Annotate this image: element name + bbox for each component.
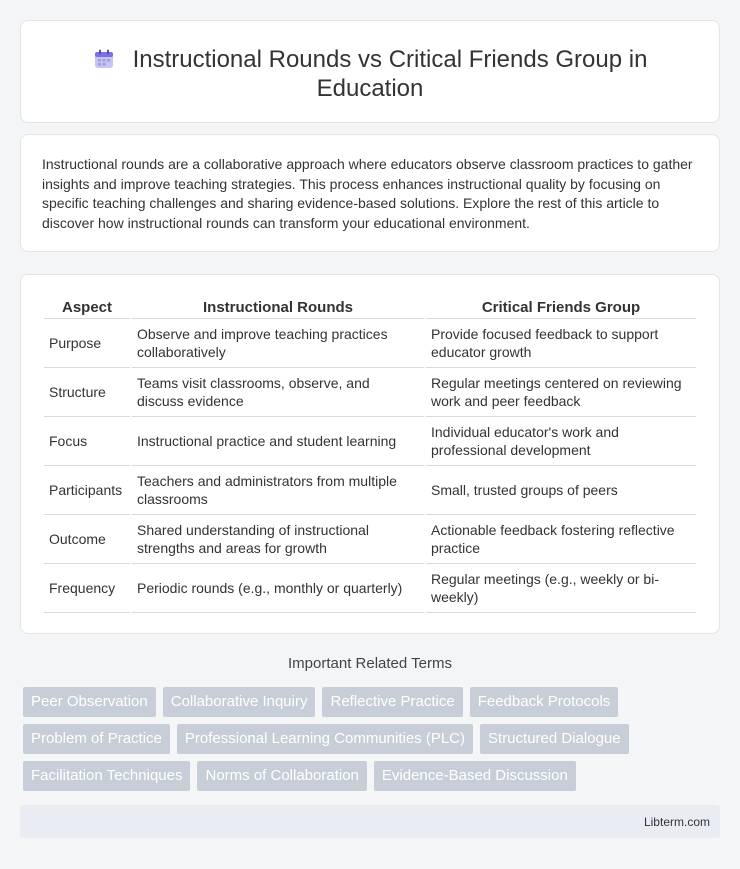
row-aspect: Outcome xyxy=(44,515,130,564)
table-header-row xyxy=(44,297,696,319)
row-instructional-rounds: Instructional practice and student learning xyxy=(132,417,424,466)
table-row xyxy=(44,368,696,417)
footer-site-name[interactable]: Libterm.com xyxy=(643,815,710,829)
term-tag[interactable]: Problem of Practice xyxy=(23,724,170,754)
comparison-table xyxy=(42,297,698,613)
related-terms-heading: Important Related Terms xyxy=(288,655,452,672)
row-instructional-rounds: Shared understanding of instructional strengths and areas for growth xyxy=(132,515,424,564)
term-tag[interactable]: Structured Dialogue xyxy=(480,724,629,754)
comparison-card xyxy=(20,274,720,634)
row-instructional-rounds: Teachers and administrators from multiple classrooms xyxy=(132,466,424,515)
row-critical-friends-group: Small, trusted groups of peers xyxy=(426,466,696,515)
intro-paragraph: Instructional rounds are a collaborative approach where educators observe classroom practices to gather insights and improve teaching strategies. This process enhances instructional quality by focusing on specific teaching challenges and sharing evidence-based solutions. Explore the rest of this article to discover how instructional rounds can transform your educational environment. xyxy=(42,156,693,231)
row-aspect: Structure xyxy=(44,368,130,417)
row-critical-friends-group: Regular meetings centered on reviewing work and peer feedback xyxy=(426,368,696,417)
title-card xyxy=(20,20,720,123)
term-tag[interactable]: Professional Learning Communities (PLC) xyxy=(177,724,473,754)
footer xyxy=(20,805,720,838)
row-aspect: Participants xyxy=(44,466,130,515)
row-instructional-rounds: Teams visit classrooms, observe, and discuss evidence xyxy=(132,368,424,417)
table-row xyxy=(44,515,696,564)
intro-card xyxy=(20,134,720,252)
page-title-wrap xyxy=(21,45,719,103)
term-row xyxy=(23,724,723,754)
term-tag[interactable]: Reflective Practice xyxy=(322,687,462,717)
table-row xyxy=(44,466,696,515)
header-aspect: Aspect xyxy=(44,297,130,319)
row-critical-friends-group: Actionable feedback fostering reflective practice xyxy=(426,515,696,564)
row-critical-friends-group: Provide focused feedback to support educator growth xyxy=(426,319,696,368)
header-instructional-rounds: Instructional Rounds xyxy=(132,297,424,319)
table-row xyxy=(44,417,696,466)
row-critical-friends-group: Regular meetings (e.g., weekly or bi-weekly) xyxy=(426,564,696,613)
term-row xyxy=(23,687,723,717)
term-tag[interactable]: Peer Observation xyxy=(23,687,156,717)
term-tag[interactable]: Facilitation Techniques xyxy=(23,761,190,791)
term-tag[interactable]: Collaborative Inquiry xyxy=(163,687,316,717)
term-tag[interactable]: Norms of Collaboration xyxy=(197,761,366,791)
row-aspect: Frequency xyxy=(44,564,130,613)
row-aspect: Focus xyxy=(44,417,130,466)
table-row xyxy=(44,564,696,613)
page-title: Instructional Rounds vs Critical Friends Group in Education xyxy=(132,46,648,102)
calendar-icon xyxy=(93,48,115,70)
row-aspect: Purpose xyxy=(44,319,130,368)
table-row xyxy=(44,319,696,368)
related-terms xyxy=(23,687,723,798)
term-tag[interactable]: Feedback Protocols xyxy=(470,687,619,717)
term-tag[interactable]: Evidence-Based Discussion xyxy=(374,761,576,791)
term-row xyxy=(23,761,723,791)
header-critical-friends-group: Critical Friends Group xyxy=(426,297,696,319)
row-critical-friends-group: Individual educator's work and professional development xyxy=(426,417,696,466)
row-instructional-rounds: Observe and improve teaching practices collaboratively xyxy=(132,319,424,368)
row-instructional-rounds: Periodic rounds (e.g., monthly or quarterly) xyxy=(132,564,424,613)
